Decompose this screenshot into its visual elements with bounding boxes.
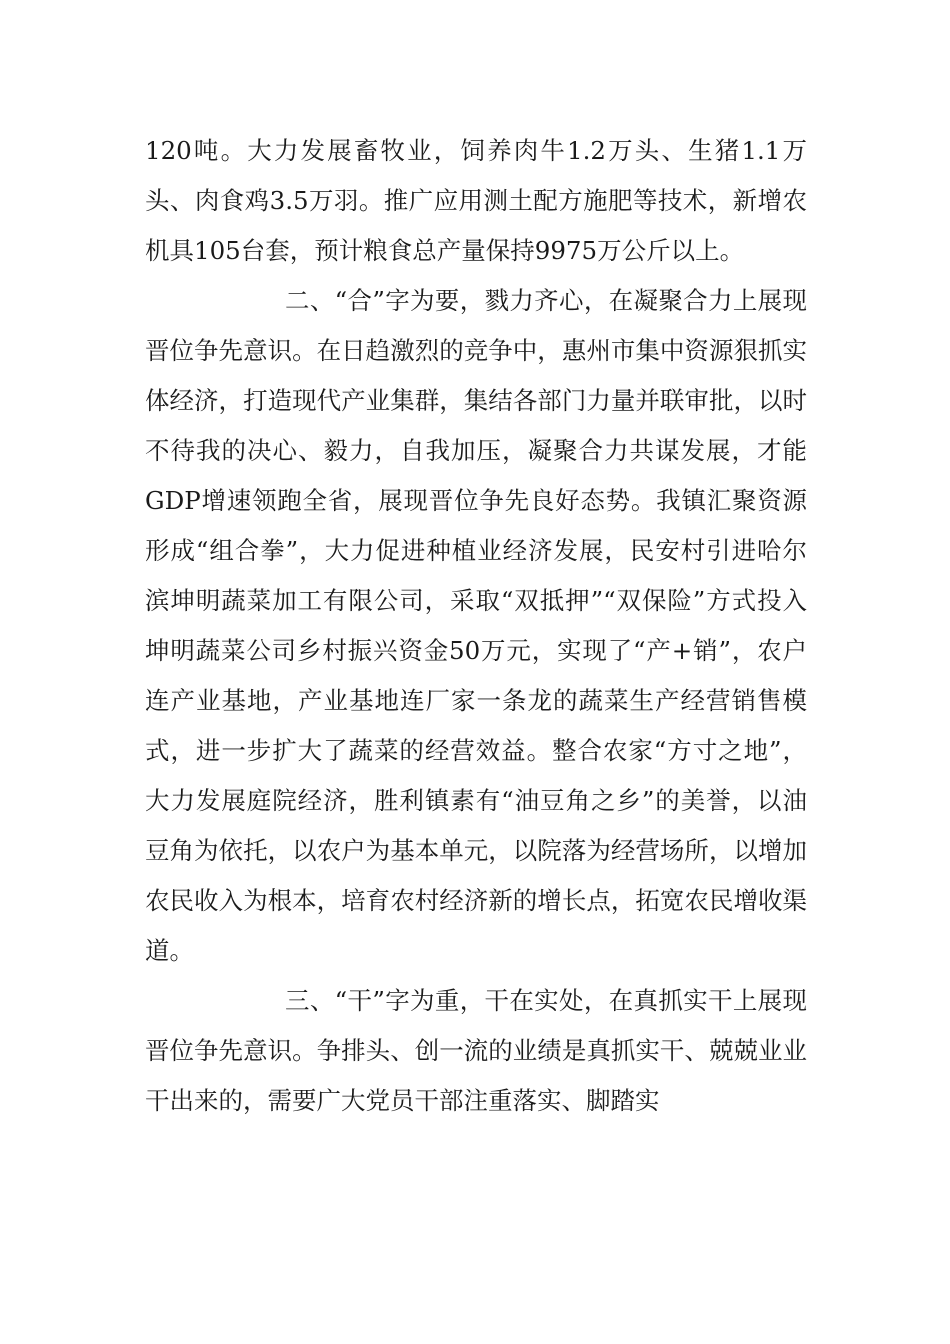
paragraph-continuation: 120吨。大力发展畜牧业，饲养肉牛1.2万头、生猪1.1万头、肉食鸡3.5万羽。推广应用测土配方施肥等技术，新增农机具105台套，预计粮食总产量保持9975万公斤以上。: [145, 136, 807, 265]
paragraph-section-three: 三、“干”字为重，干在实处，在真抓实干上展现晋位争先意识。争排头、创一流的业绩是真抓实干、兢兢业业干出来的，需要广大党员干部注重落实、脚踏实: [145, 986, 807, 1115]
paragraph-section-two: 二、“合”字为要，戮力齐心，在凝聚合力上展现晋位争先意识。在日趋激烈的竞争中，惠州市集中资源狠抓实体经济，打造现代产业集群，集结各部门力量并联审批，以时不待我的决心、毅力，自我加压，凝聚合力共谋发展，才能GDP增速领跑全省，展现晋位争先良好态势。我镇汇聚资源形成“组合拳”，大力促进种植业经济发展，民安村引进哈尔滨坤明蔬菜加工有限公司，采取“双抵押”“双保险”方式投入坤明蔬菜公司乡村振兴资金50万元，实现了“产+销”，农户连产业基地，产业基地连厂家一条龙的蔬菜生产经营销售模式，进一步扩大了蔬菜的经营效益。整合农家“方寸之地”，大力发展庭院经济，胜利镇素有“油豆角之乡”的美誉，以油豆角为依托，以农户为基本单元，以院落为经营场所，以增加农民收入为根本，培育农村经济新的增长点，拓宽农民增收渠道。: [145, 286, 807, 965]
document-body: [145, 126, 807, 1126]
